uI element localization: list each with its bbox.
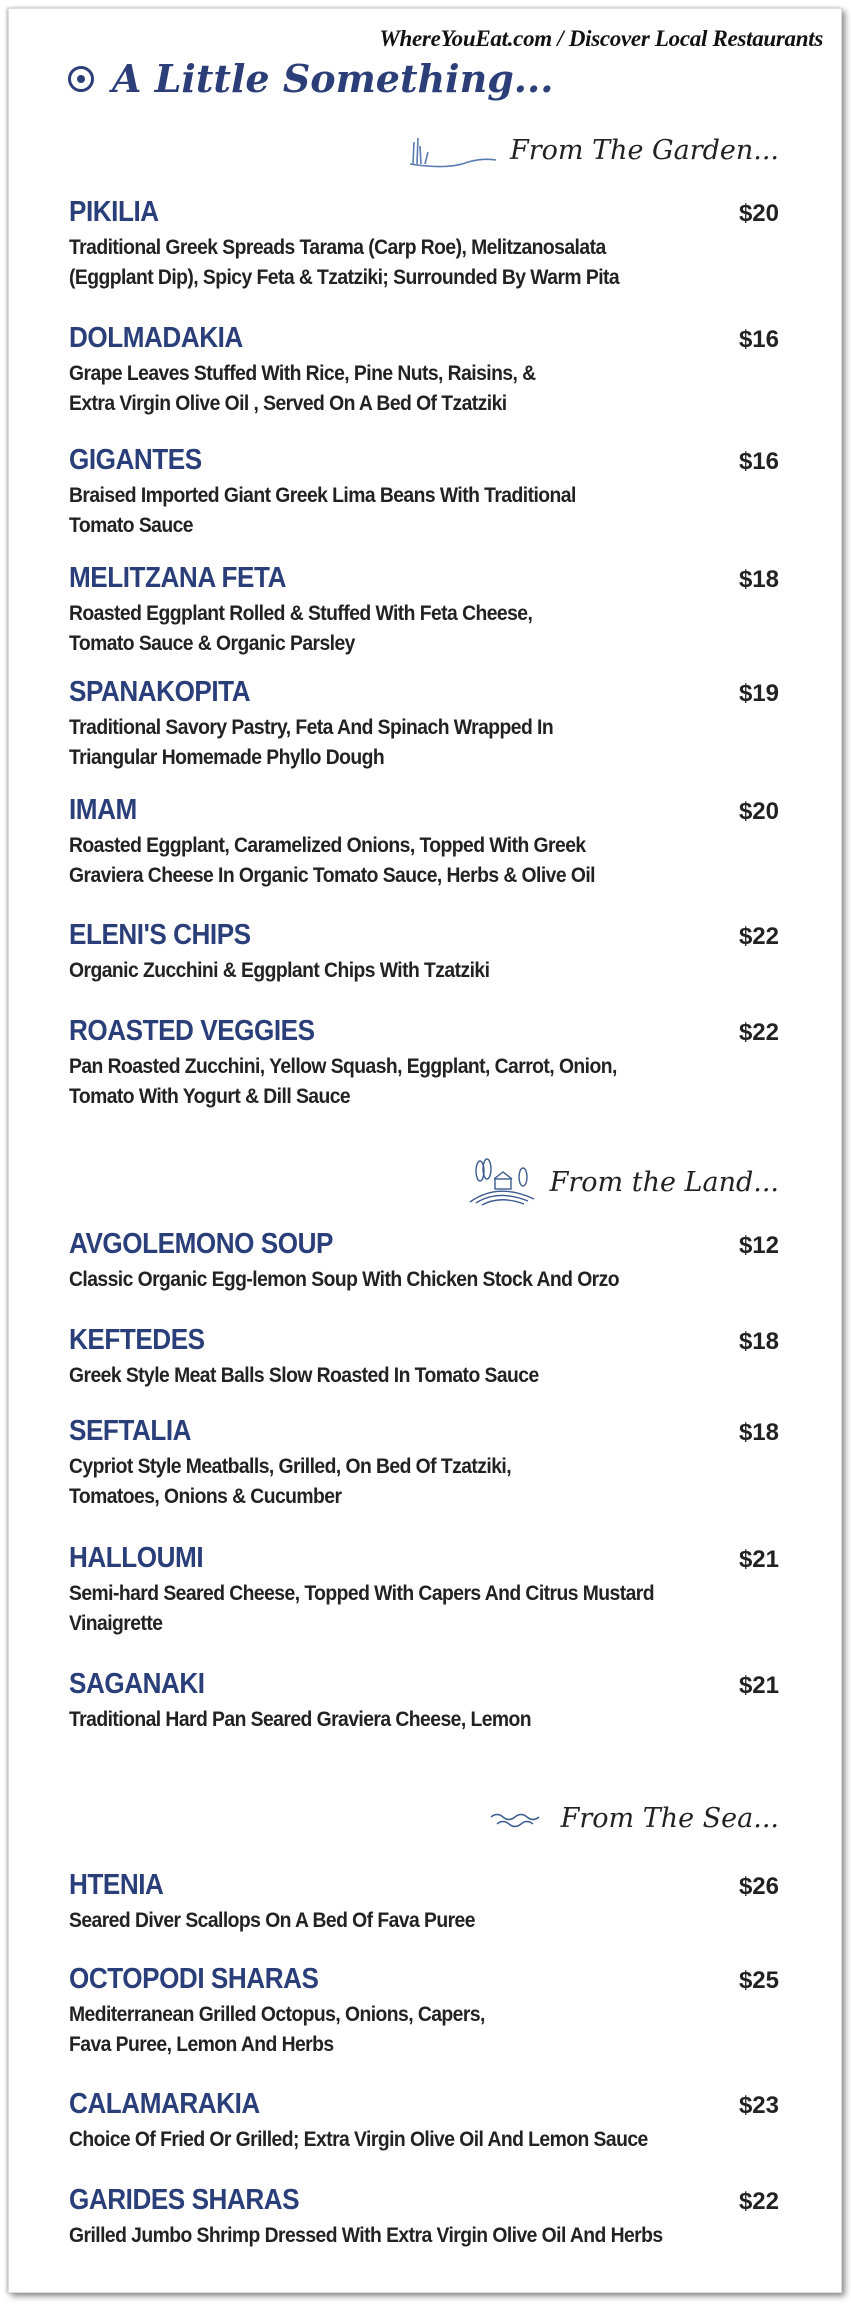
section-title: From The Garden... [509,134,779,166]
item-description: Classic Organic Egg-lemon Soup With Chicken Stock And Orzo [69,1268,620,1291]
item-name: ROASTED VEGGIES [69,1015,315,1047]
item-description: Braised Imported Giant Greek Lima Beans With Traditional Tomato Sauce [69,484,576,537]
farmhouse-icon [468,1157,538,1207]
grass-icon [408,130,498,170]
heading-text: A Little Something... [112,56,554,101]
menu-item [69,1542,779,1639]
item-description: Greek Style Meat Balls Slow Roasted In Tomato Sauce [69,1364,539,1387]
section-header-garden [408,130,779,170]
item-price: $25 [738,1967,779,1994]
menu-item [69,322,779,419]
menu-item [69,2088,779,2155]
item-price: $22 [738,1019,779,1046]
menu-item [69,444,779,541]
item-name: SEFTALIA [69,1415,192,1447]
item-description: Cypriot Style Meatballs, Grilled, On Bed Of Tzatziki, Tomatoes, Onions & Cucumber [69,1455,512,1508]
menu-heading [68,56,554,101]
item-name: IMAM [69,794,137,826]
item-price: $26 [738,1873,779,1900]
waves-icon [489,1807,549,1831]
item-price: $20 [738,798,779,825]
item-name: DOLMADAKIA [69,322,243,354]
item-name: AVGOLEMONO SOUP [69,1228,333,1260]
menu-item [69,919,779,986]
item-name: KEFTEDES [69,1324,205,1356]
menu-item [69,676,779,773]
menu-item [69,562,779,659]
menu-item [69,1869,779,1936]
item-name: SAGANAKI [69,1668,205,1700]
item-price: $18 [738,566,779,593]
item-price: $16 [738,326,779,353]
item-description: Roasted Eggplant Rolled & Stuffed With Feta Cheese, Tomato Sauce & Organic Parsley [69,602,533,655]
menu-item [69,2184,779,2251]
item-description: Traditional Savory Pastry, Feta And Spinach Wrapped In Triangular Homemade Phyllo Dough [69,716,554,769]
menu-item [69,1963,779,2060]
menu-item [69,1228,779,1295]
menu-item [69,196,779,293]
item-description: Pan Roasted Zucchini, Yellow Squash, Eggplant, Carrot, Onion, Tomato With Yogurt & Dill Sauce [69,1055,617,1108]
item-price: $19 [738,680,779,707]
item-price: $18 [738,1328,779,1355]
item-description: Traditional Hard Pan Seared Graviera Cheese, Lemon [69,1708,532,1731]
item-name: PIKILIA [69,196,159,228]
item-name: MELITZANA FETA [69,562,286,594]
watermark: WhereYouEat.com / Discover Local Restaurants [379,26,823,51]
menu-item [69,1324,779,1391]
item-description: Mediterranean Grilled Octopus, Onions, Capers, Fava Puree, Lemon And Herbs [69,2003,485,2056]
item-name: SPANAKOPITA [69,676,251,708]
item-name: ELENI'S CHIPS [69,919,251,951]
item-price: $12 [738,1232,779,1259]
item-price: $23 [738,2092,779,2119]
item-price: $18 [738,1419,779,1446]
item-price: $20 [738,200,779,227]
item-name: GIGANTES [69,444,202,476]
item-description: Semi-hard Seared Cheese, Topped With Capers And Citrus Mustard Vinaigrette [69,1582,655,1635]
item-description: Traditional Greek Spreads Tarama (Carp Roe), Melitzanosalata (Eggplant Dip), Spicy Feta & Tzatziki; Surrounded By Warm Pita [69,236,620,289]
menu-item [69,1668,779,1735]
menu-item [69,1015,779,1112]
item-name: HALLOUMI [69,1542,204,1574]
item-name: OCTOPODI SHARAS [69,1963,319,1995]
section-header-land [468,1157,779,1207]
item-name: HTENIA [69,1869,164,1901]
bullet-icon [68,66,94,92]
item-price: $21 [738,1672,779,1699]
item-name: GARIDES SHARAS [69,2184,300,2216]
item-description: Grape Leaves Stuffed With Rice, Pine Nuts, Raisins, & Extra Virgin Olive Oil , Served On A Bed Of Tzatziki [69,362,536,415]
item-name: CALAMARAKIA [69,2088,260,2120]
section-title: From The Sea... [560,1803,779,1834]
section-title: From the Land... [549,1166,779,1198]
item-price: $16 [738,448,779,475]
item-description: Choice Of Fried Or Grilled; Extra Virgin Olive Oil And Lemon Sauce [69,2128,648,2151]
item-price: $21 [738,1546,779,1573]
item-price: $22 [738,923,779,950]
item-description: Seared Diver Scallops On A Bed Of Fava Puree [69,1909,475,1932]
menu-item [69,794,779,891]
section-header-sea [489,1803,779,1834]
item-description: Organic Zucchini & Eggplant Chips With Tzatziki [69,959,490,982]
menu-item [69,1415,779,1512]
item-price: $22 [738,2188,779,2215]
item-description: Roasted Eggplant, Caramelized Onions, Topped With Greek Graviera Cheese In Organic Tomato Sauce, Herbs & Olive Oil [69,834,595,887]
item-description: Grilled Jumbo Shrimp Dressed With Extra Virgin Olive Oil And Herbs [69,2224,663,2247]
